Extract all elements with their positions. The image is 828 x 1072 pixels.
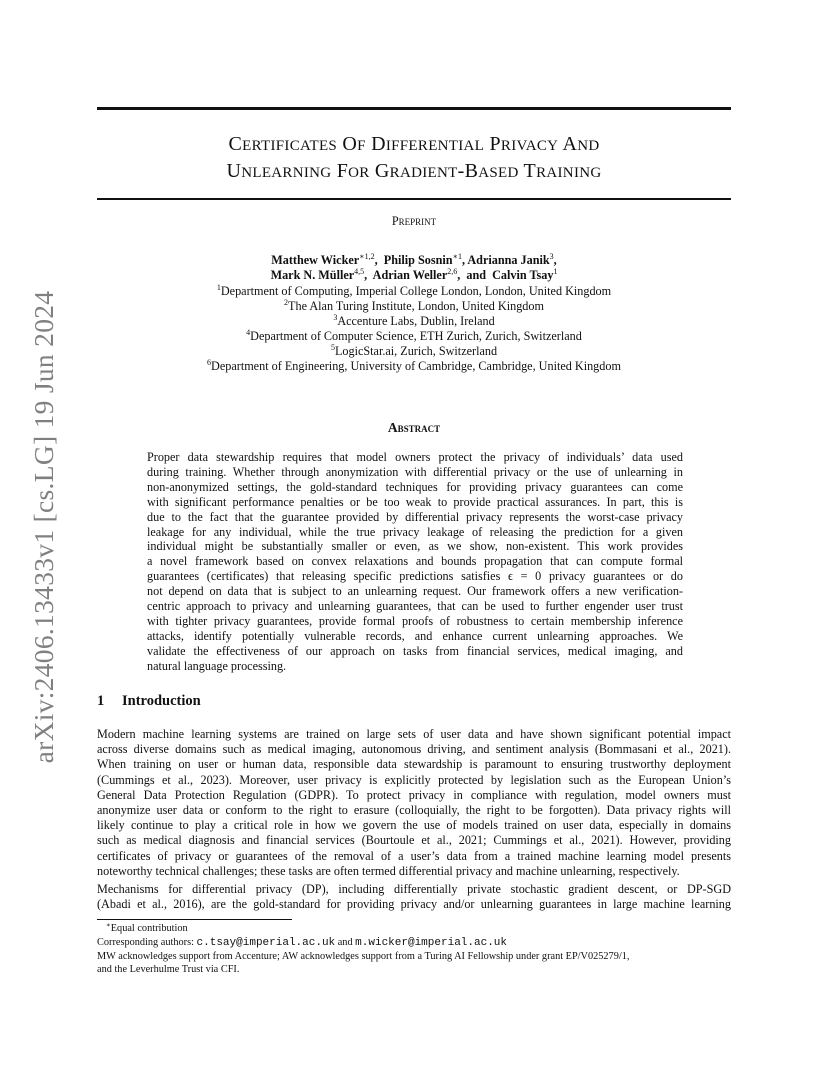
author-name: Mark N. Müller <box>270 268 355 282</box>
affiliation-text: Department of Computer Science, ETH Zurich, Zurich, Switzerland <box>250 329 582 343</box>
paper-title-line-2: UNLEARNING FOR GRADIENT-BASED TRAINING <box>226 160 602 182</box>
paragraph-line: anonymize user data or conform to the right to erasure (colloquially, the right to be forgotten). Data privacy rights will <box>97 803 731 817</box>
corresponding-label: Corresponding authors: <box>97 937 197 948</box>
section-title: Introduction <box>122 693 201 709</box>
abstract-line: individual might be substantially smaller or even, as we show, non-existent. This work provides <box>147 539 683 554</box>
arxiv-stamp: arXiv:2406.13433v1 [cs.LG] 19 Jun 2024 <box>28 290 59 764</box>
author-sup: 1 <box>553 267 558 276</box>
affiliation <box>97 299 731 314</box>
author-line-2: Mark N. Müller$^{4,5}$, Adrian Weller$^{2,6}$, and Calvin Tsay$^1$ <box>270 267 558 282</box>
paragraph-line: such as medical diagnosis and financial services (Bourtoule et al., 2021; Cummings et al., 2021). However, providing <box>97 833 731 848</box>
affiliation-sup: 1 <box>216 283 221 292</box>
footnote-sup: ∗ <box>106 921 111 929</box>
abstract-line: Proper data stewardship requires that model owners protect the privacy of individuals’ data used <box>147 450 683 464</box>
author-name: Adrian Weller <box>372 268 448 282</box>
paragraph-line: Mechanisms for differential privacy (DP), including differentially private stochastic gradient descent, or DP-SGD <box>97 882 731 896</box>
paragraph-line: across diverse domains such as medical imaging, autonomous driving, and sentiment analysis (Bommasani et al., 2021). <box>97 742 731 757</box>
email-link-wicker[interactable]: m.wicker@imperial.ac.uk <box>355 937 507 949</box>
author-sup: 3 <box>549 252 554 261</box>
paragraph-line: certificates of privacy or guarantees of the removal of a user’s data from a trained machine learning model presents <box>97 848 731 863</box>
abstract-line: with tighter privacy guarantees, provide formal proofs of robustness to certain membership inference <box>147 613 683 628</box>
paragraph-line: When training on user or human data, responsible data stewardship is paramount to ensuring trustworthy deployment <box>97 757 731 772</box>
footnote-corresponding <box>97 936 731 950</box>
abstract-line: leakage for any individual, while the true privacy leakage of releasing the prediction for a given <box>147 524 683 539</box>
footnote-equal-contribution <box>97 922 731 935</box>
author-name: Matthew Wicker <box>271 253 360 267</box>
abstract-line: not depend on data that is subject to an unlearning request. Our framework offers a new verification- <box>147 584 683 599</box>
abstract-line: during training. Whether through anonymization with differential privacy or the use of unlearning in <box>147 464 683 479</box>
paragraph-line: noteworthy technical challenges; these tasks are often termed differential privacy and machine unlearning, respectively. <box>97 863 680 878</box>
email-link-tsay[interactable]: c.tsay@imperial.ac.uk <box>196 937 336 949</box>
abstract-line: with significant performance penalties or be too weak to provide practical assurances. In part, this is <box>147 494 683 509</box>
affiliation <box>97 344 731 359</box>
abstract-line: attacks, identify potentially vulnerable records, and enhance current unlearning approaches. We <box>147 628 683 643</box>
paragraph-line: Modern machine learning systems are trained on large sets of user data and have shown significant potential impact <box>97 727 731 741</box>
affiliation-text: The Alan Turing Institute, London, United Kingdom <box>288 299 544 313</box>
paragraph-line: likely continue to play a critical role in how we govern the use of models trained on user data, especially in domains <box>97 818 731 833</box>
affiliation-sup: 2 <box>284 298 289 307</box>
footnote-equal-text: Equal contribution <box>110 923 188 934</box>
abstract-line: natural language processing. <box>147 658 287 673</box>
affiliation-sup: 4 <box>246 328 251 337</box>
abstract-line: non-anonymized settings, the gold-standard techniques for providing privacy guarantees can come <box>147 479 683 494</box>
affiliation-text: LogicStar.ai, Zurich, Switzerland <box>334 344 498 358</box>
author-name: Calvin Tsay <box>492 268 554 282</box>
title-rule-bottom <box>97 198 731 200</box>
paragraph-line: General Data Protection Regulation (GDPR). To protect privacy in compliance with regulation, model owners must <box>97 787 731 802</box>
author-sup: 4,5 <box>354 267 365 276</box>
paper-title-line-1: CERTIFICATES OF DIFFERENTIAL PRIVACY AND <box>228 133 600 155</box>
title-rule-top <box>97 107 731 110</box>
footnote-support-2: and the Leverhulme Trust via CFI. <box>97 964 240 975</box>
author-sup: 2,6 <box>447 267 458 276</box>
author-sup: ∗1,2 <box>359 252 375 261</box>
affiliation-sup: 6 <box>207 358 212 367</box>
affiliation-sup: 5 <box>330 343 335 352</box>
affiliation <box>97 329 731 344</box>
footnote-rule <box>97 919 292 920</box>
section-number: 1 <box>97 693 105 709</box>
author-sup: ∗1 <box>452 252 462 261</box>
abstract-line: due to the fact that the guarantee provided by differential privacy represents the worst-case privacy <box>147 509 683 524</box>
paragraph-line: (Cummings et al., 2023). Moreover, user privacy is explicitly protected by legislation such as the European Union’s <box>97 772 731 787</box>
abstract-line: guarantees (certificates) that releasing specific predictions satisfies ϵ = 0 privacy guarantees or do <box>147 569 683 584</box>
author-line-1: Matthew Wicker$^{∗1,2}$, Philip Sosnin$^{∗1}$, Adrianna Janik$^3$, <box>271 252 557 267</box>
abstract-line: validate the effectiveness of our approach on tasks from financial services, medical imaging, and <box>147 643 683 658</box>
email-and: and <box>335 937 356 948</box>
author-name: Philip Sosnin <box>383 253 453 267</box>
affiliation-text: Accenture Labs, Dublin, Ireland <box>337 314 495 328</box>
affiliation-text: Department of Computing, Imperial College London, London, United Kingdom <box>220 284 612 298</box>
author-name: Adrianna Janik <box>467 253 550 267</box>
abstract-heading: Abstract <box>387 420 441 435</box>
footnote-support-1: MW acknowledges support from Accenture; AW acknowledges support from a Turing AI Fellowship under grant EP/V025279/1, <box>97 951 630 962</box>
affiliation-text: Department of Engineering, University of Cambridge, Cambridge, United Kingdom <box>211 359 621 373</box>
author-and: and <box>466 268 487 282</box>
preprint-label: Preprint <box>391 214 437 228</box>
affiliation <box>97 359 731 374</box>
affiliation-sup: 3 <box>333 313 338 322</box>
section-heading <box>97 693 201 710</box>
affiliation <box>97 314 731 329</box>
abstract-line: a novel framework based on convex relaxations and bounds propagation that can compute formal <box>147 554 683 569</box>
affiliation <box>97 284 731 299</box>
paragraph-line: (Abadi et al., 2016), are the gold-standard for providing privacy and/or unlearning guarantees in large machine learning <box>97 897 731 912</box>
abstract-line: centric approach to privacy and unlearning guarantees, that can be used to further engender user trust <box>147 599 683 613</box>
